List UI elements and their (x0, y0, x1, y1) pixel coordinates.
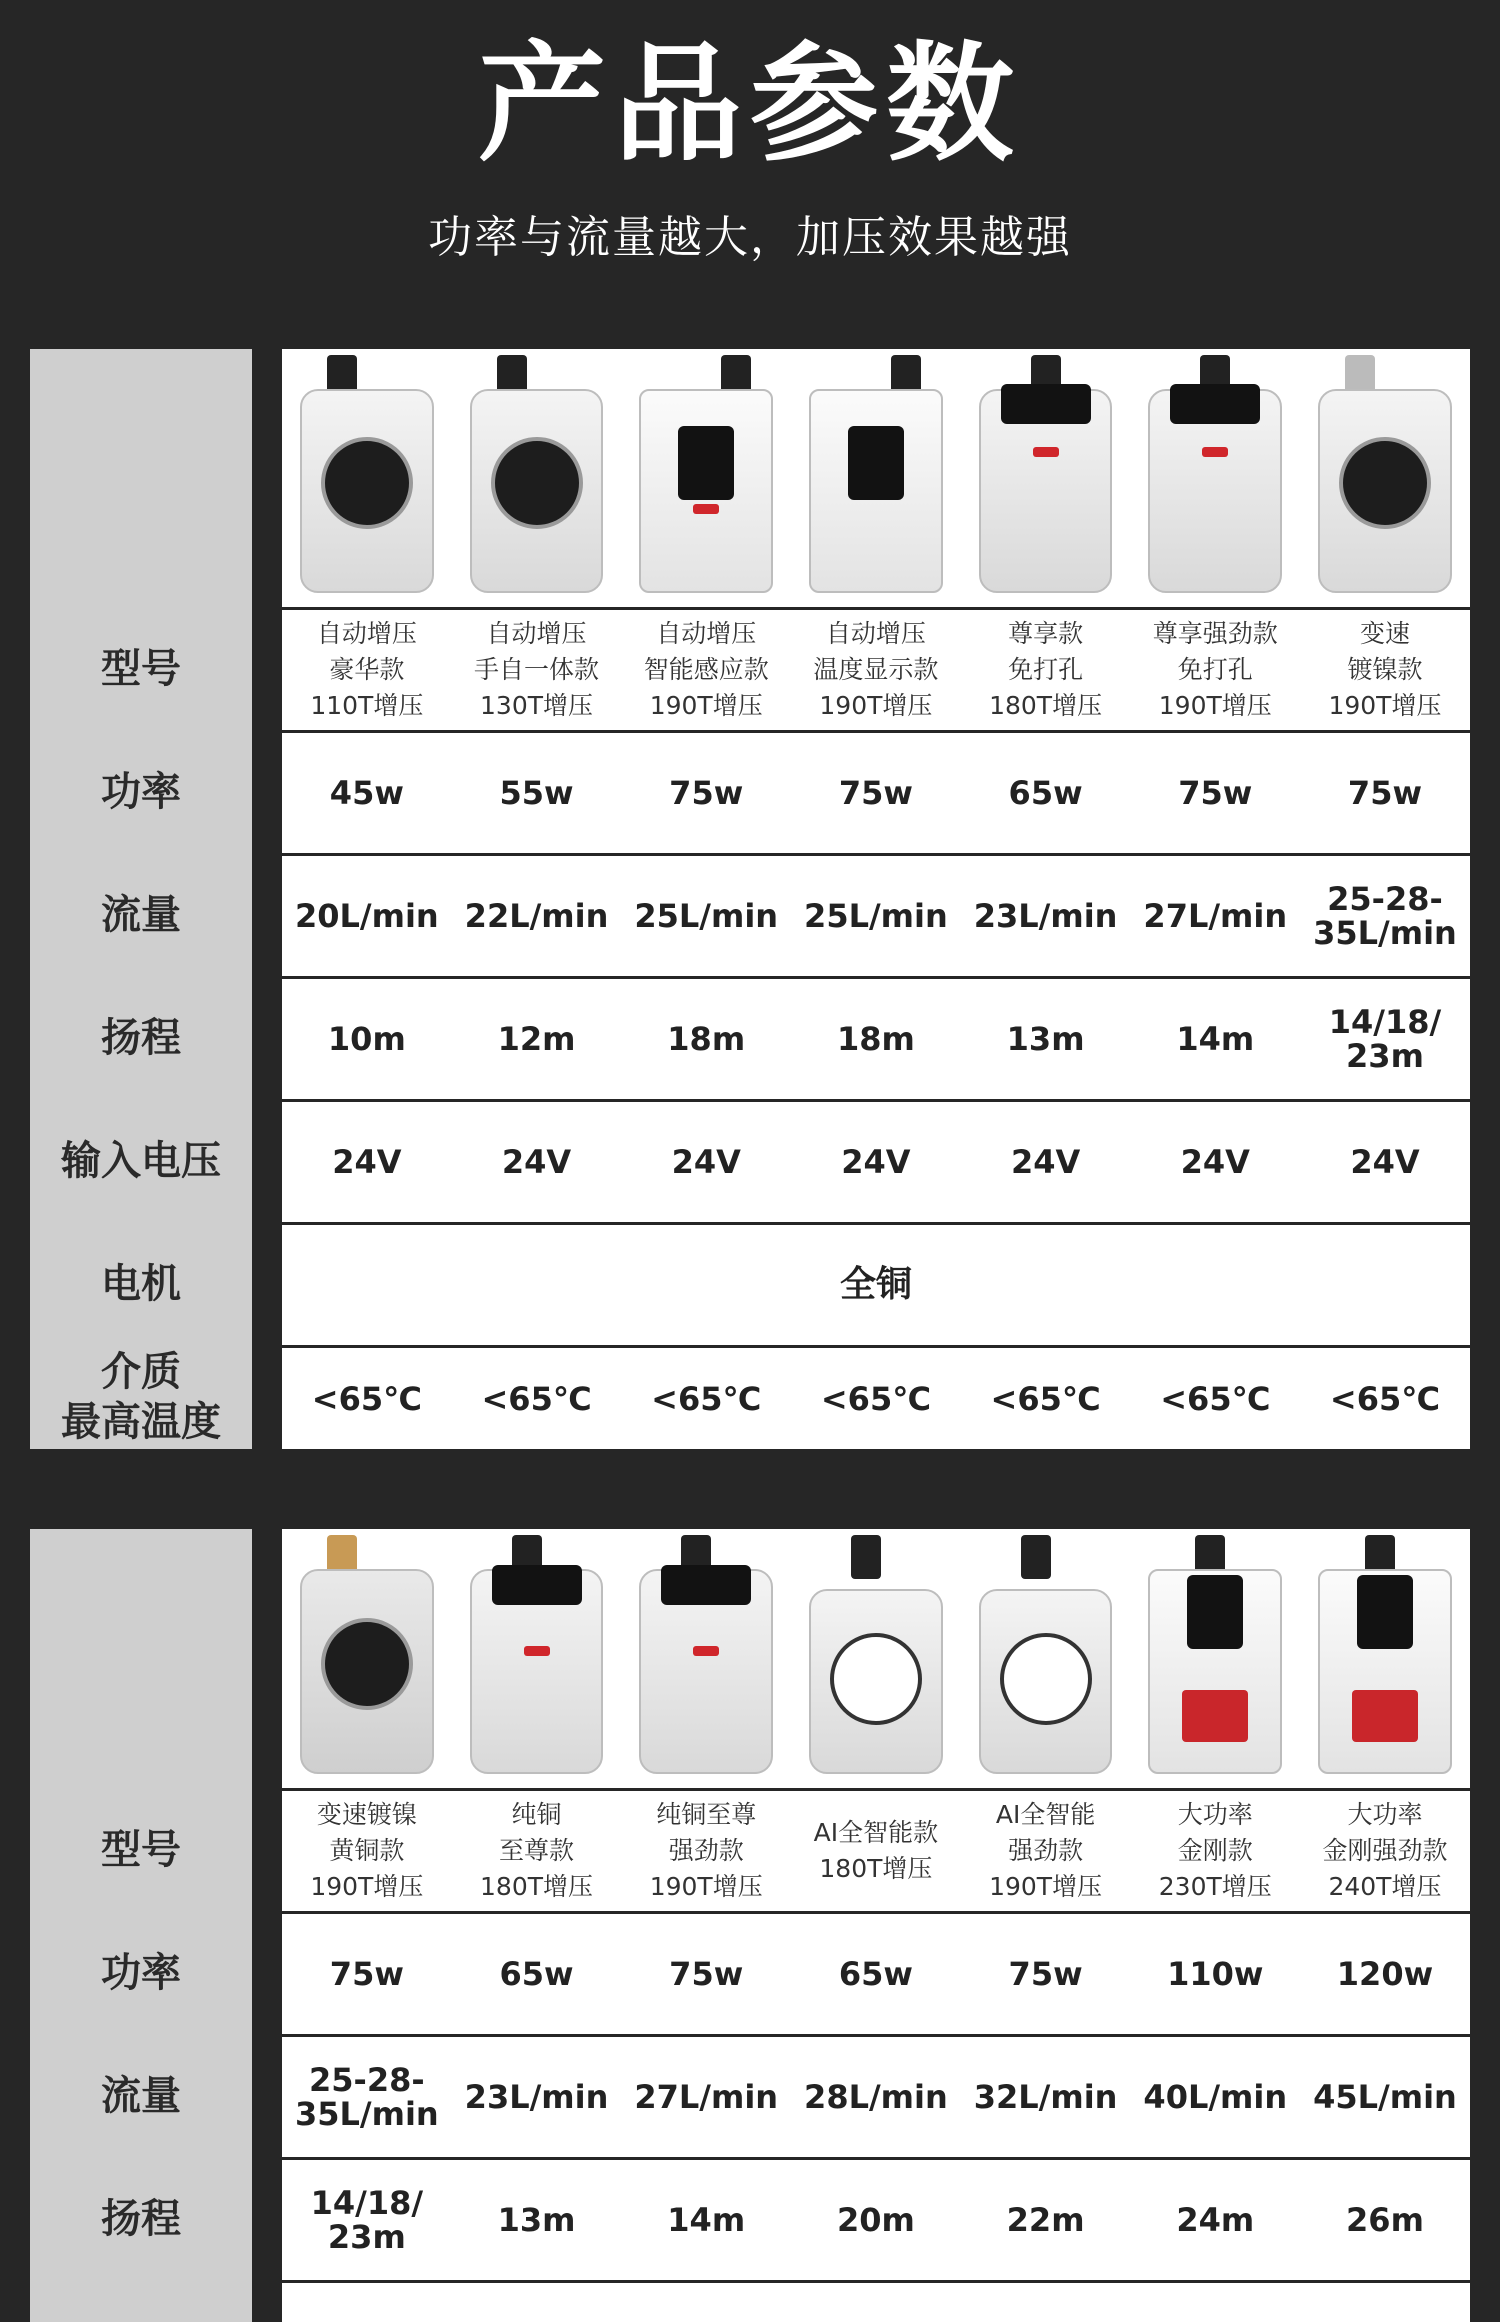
flow-cell: 25L/min (804, 897, 948, 935)
row-label-power: 功率 (101, 1949, 181, 1996)
row-flow (30, 853, 1470, 976)
power-cell: 75w (1347, 774, 1423, 812)
head-cell: 12m (497, 1020, 576, 1058)
voltage-cell: 24V (1010, 1143, 1081, 1181)
flow-cell: 25L/min (634, 897, 779, 935)
row-voltage (30, 1099, 1470, 1222)
flow-cell: 20L/min (294, 897, 439, 935)
model-cell: 变速镀镍 黄铜款 190T增压 (310, 1800, 424, 1901)
flow-cell: 45L/min (1313, 2078, 1457, 2116)
head-cell: 14/18/ 23m (1328, 1003, 1442, 1075)
head-cell: 14m (1176, 1020, 1255, 1058)
spec-table-2 (30, 1529, 1470, 2322)
model-cell: 自动增压 手自一体款 130T增压 (474, 619, 600, 720)
temp-cell: <65℃ (820, 1379, 931, 1418)
temp-cell: <65℃ (990, 1379, 1101, 1418)
power-cell: 45w (329, 774, 404, 812)
model-cell: 变速 镀镍款 190T增压 (1328, 619, 1442, 720)
power-cell: 75w (669, 1955, 744, 1993)
panel-pump-icon (452, 1529, 622, 1788)
flow-cell: 23L/min (973, 897, 1118, 935)
flow-cell: 23L/min (464, 2078, 609, 2116)
row-label-flow: 流量 (101, 2072, 181, 2119)
power-cell: 120w (1336, 1955, 1434, 1993)
row-label-model: 型号 (101, 645, 181, 692)
model-cell: 自动增压 豪华款 110T增压 (310, 619, 424, 720)
head-cell: 22m (1006, 2201, 1085, 2239)
power-cell: 75w (669, 774, 744, 812)
brass-pump-icon (282, 1529, 452, 1788)
row-head (30, 976, 1470, 1099)
flow-cell: 22L/min (464, 897, 609, 935)
row-motor (30, 1222, 1470, 1345)
flow-cell: 32L/min (973, 2078, 1118, 2116)
model-cell: 大功率 金刚强劲款 240T增压 (1322, 1800, 1448, 1901)
model-cell: 纯铜 至尊款 180T增压 (480, 1800, 594, 1901)
power-cell: 110w (1167, 1955, 1264, 1993)
row-model (30, 607, 1470, 730)
heavy-pump-icon (1130, 1529, 1300, 1788)
temp-cell: <65℃ (481, 1379, 592, 1418)
flow-cell: 40L/min (1143, 2078, 1288, 2116)
power-cell: 75w (1008, 1955, 1083, 1993)
head-cell: 18m (836, 1020, 915, 1058)
flow-cell: 27L/min (1143, 897, 1288, 935)
row-next (30, 2280, 1470, 2322)
power-cell: 55w (499, 774, 574, 812)
voltage-cell: 24V (332, 1143, 402, 1181)
row-power (30, 730, 1470, 853)
row-label-head: 扬程 (101, 2195, 181, 2242)
head-cell: 26m (1346, 2201, 1424, 2239)
head-cell: 13m (1006, 1020, 1085, 1058)
power-cell: 75w (1178, 774, 1253, 812)
image-row (30, 349, 1470, 607)
motor-cell: 全铜 (839, 1264, 912, 1305)
model-cell: 尊享款 免打孔 180T增压 (989, 619, 1103, 720)
dial-pump-icon (452, 349, 622, 607)
voltage-cell: 24V (1180, 1143, 1250, 1181)
flow-cell: 25-28- 35L/min (1313, 880, 1457, 952)
temp-cell: <65℃ (1329, 1379, 1441, 1418)
temp-cell: <65℃ (651, 1379, 762, 1418)
power-cell: 75w (329, 1955, 404, 1993)
temp-cell: <65℃ (1160, 1379, 1271, 1418)
row-label-power: 功率 (101, 768, 181, 815)
row-power (30, 1911, 1470, 2034)
round-pump-icon (791, 1529, 961, 1788)
round-pump-icon (961, 1529, 1131, 1788)
panel-pump-icon (621, 1529, 791, 1788)
pump-images (282, 1529, 1470, 1788)
model-cell: 自动增压 智能感应款 190T增压 (643, 619, 769, 720)
row-label-voltage: 输入电压 (61, 1137, 221, 1184)
model-cell: 尊享强劲款 免打孔 190T增压 (1152, 619, 1278, 720)
voltage-cell: 24V (671, 1143, 741, 1181)
row-model (30, 1788, 1470, 1911)
voltage-cell: 24V (841, 1143, 911, 1181)
dial-pump-icon (1300, 349, 1470, 607)
row-label-motor: 电机 (101, 1260, 181, 1307)
row-head (30, 2157, 1470, 2280)
model-cell: 自动增压 温度显示款 190T增压 (813, 619, 939, 720)
panel-pump-icon (961, 349, 1131, 607)
head-cell: 14/18/ 23m (310, 2184, 424, 2256)
head-cell: 10m (327, 1020, 406, 1058)
model-cell: 纯铜至尊 强劲款 190T增压 (649, 1800, 763, 1901)
box-pump-icon (621, 349, 791, 607)
page-title: 产品参数 (477, 30, 1022, 179)
page-subtitle: 功率与流量越大，加压效果越强 (428, 212, 1072, 263)
box-pump-icon (791, 349, 961, 607)
row-label-temp: 介质 最高温度 (61, 1349, 221, 1445)
power-cell: 65w (499, 1955, 574, 1993)
row-label-head: 扬程 (101, 1014, 181, 1061)
model-cell: AI全智能款 180T增压 (813, 1818, 939, 1883)
row-label-flow: 流量 (101, 891, 181, 938)
spec-table-1 (30, 349, 1470, 1449)
head-cell: 20m (836, 2201, 915, 2239)
panel-pump-icon (1130, 349, 1300, 607)
row-flow (30, 2034, 1470, 2157)
voltage-cell: 24V (501, 1143, 572, 1181)
head-cell: 24m (1176, 2201, 1255, 2239)
head-cell: 13m (497, 2201, 576, 2239)
row-temp (30, 1345, 1470, 1449)
flow-cell: 27L/min (634, 2078, 779, 2116)
model-cell: AI全智能 强劲款 190T增压 (989, 1800, 1103, 1901)
flow-cell: 28L/min (804, 2078, 948, 2116)
head-cell: 18m (667, 1020, 746, 1058)
temp-cell: <65℃ (311, 1379, 422, 1418)
flow-cell: 25-28- 35L/min (294, 2061, 439, 2133)
heavy-pump-icon (1300, 1529, 1470, 1788)
row-label-model: 型号 (101, 1826, 181, 1873)
model-cell: 大功率 金刚款 230T增压 (1158, 1800, 1272, 1901)
pump-images (282, 349, 1470, 607)
image-row (30, 1529, 1470, 1788)
power-cell: 65w (1008, 774, 1083, 812)
head-cell: 14m (667, 2201, 746, 2239)
power-cell: 75w (838, 774, 913, 812)
dial-pump-icon (282, 349, 452, 607)
voltage-cell: 24V (1350, 1143, 1420, 1181)
power-cell: 65w (838, 1955, 913, 1993)
